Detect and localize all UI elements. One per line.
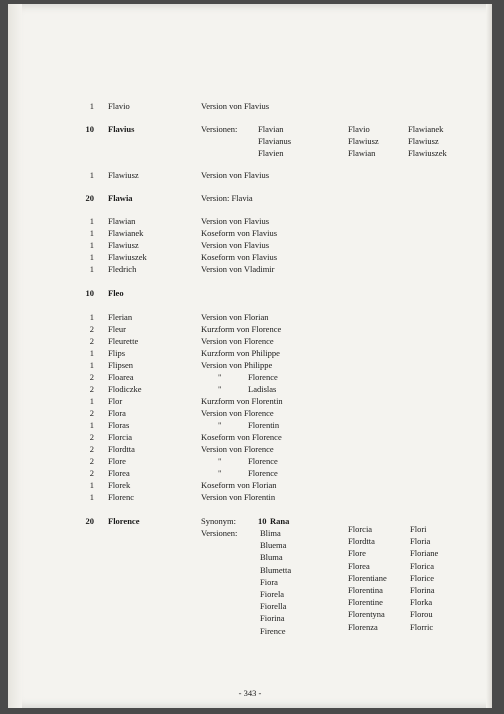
entry-count: 10	[85, 288, 94, 298]
entry-name: Flawian	[108, 216, 136, 226]
variant-name: Floriane	[410, 548, 439, 559]
variant-name: Florric	[410, 621, 434, 632]
variant-name: Flawiusz	[348, 136, 379, 146]
variant-name: Florice	[410, 572, 435, 583]
entry-count: 1	[89, 492, 94, 502]
variant-name: Florentina	[348, 585, 383, 595]
entry-name: Flodiczke	[108, 384, 142, 394]
entry-description: Version von Florentin	[201, 492, 276, 502]
entry-count: 2	[89, 408, 94, 418]
entry-name: Fleur	[108, 324, 126, 334]
variant-name: Florentiane	[348, 572, 387, 583]
entry-description: Version von Vladimir	[201, 264, 275, 274]
variant-name: Florentyna	[348, 609, 385, 620]
variant-name: Flavian	[258, 124, 284, 134]
entry-name: Florenc	[108, 492, 134, 502]
variant-name: Flavianus	[258, 136, 292, 146]
entry-count: 2	[89, 432, 94, 442]
entry-description: Koseform von Flavius	[201, 252, 278, 262]
variant-name: Florou	[410, 609, 433, 620]
entry-reference: Ladislas	[248, 384, 277, 394]
variant-name: Florea	[348, 560, 370, 571]
entry-count: 1	[89, 240, 94, 250]
variant-name: Flore	[348, 548, 366, 559]
variant-name: Fiora	[260, 576, 278, 587]
variant-name: Fiorela	[260, 589, 285, 599]
variant-name: Fiorina	[260, 613, 285, 624]
entry-name: Florea	[108, 468, 130, 478]
entry-description: Version von Philippe	[201, 360, 273, 370]
entry-name: Flavio	[108, 101, 130, 111]
entry-name: Flips	[108, 348, 126, 358]
variant-name: Flavio	[348, 124, 370, 134]
entry-description: Version von Flavius	[201, 101, 269, 111]
entry-count: 20	[85, 516, 94, 526]
variant-name: Bluma	[260, 552, 283, 563]
entry-count: 1	[89, 264, 94, 274]
entry-count: 1	[89, 170, 94, 180]
variant-name: Florina	[410, 585, 435, 595]
entry-name: Flipsen	[108, 360, 134, 370]
entry-count: 2	[89, 468, 94, 478]
versions-label: Versionen:	[201, 528, 238, 538]
entry-reference: Florentin	[248, 420, 280, 430]
entry-description: Koseform von Florence	[201, 432, 282, 442]
entry-name: Florence	[108, 516, 140, 526]
variant-name: Blumetta	[260, 564, 292, 575]
page-edge-shadow	[486, 4, 492, 708]
entry-description: Koseform von Florian	[201, 480, 277, 490]
entry-count: 1	[89, 420, 94, 430]
entry-count: 1	[89, 312, 94, 322]
entry-description: "	[218, 456, 222, 466]
entry-name: Florek	[108, 480, 131, 490]
entry-description: Version: Flavia	[201, 193, 253, 203]
variant-name: Flavien	[258, 148, 284, 158]
entry-name: Flordtta	[108, 444, 135, 454]
entry-count: 1	[89, 216, 94, 226]
document-page	[8, 4, 492, 708]
entry-count: 1	[89, 228, 94, 238]
entry-count: 2	[89, 324, 94, 334]
entry-count: 20	[85, 193, 94, 203]
entry-description: Version von Florence	[201, 444, 274, 454]
page-number: - 343 -	[238, 688, 262, 698]
variant-name: Florentine	[348, 597, 383, 608]
entry-count: 2	[89, 444, 94, 454]
entry-reference: Florence	[248, 372, 278, 382]
entry-description: Koseform von Flavius	[201, 228, 278, 238]
variant-name: Flawiusz	[408, 136, 439, 146]
entry-name: Fleo	[108, 288, 124, 298]
entry-name: Fleurette	[108, 336, 139, 346]
variant-name: Florcia	[348, 524, 373, 534]
entry-reference: Florence	[248, 456, 278, 466]
entry-description: "	[218, 468, 222, 478]
synonym-count: 10	[258, 516, 267, 526]
entry-description: Version von Florence	[201, 408, 274, 418]
entry-count: 10	[85, 124, 94, 134]
entry-description: Version von Flavius	[201, 216, 269, 226]
entry-description: Kurzform von Florentin	[201, 396, 283, 406]
entry-name: Florcia	[108, 432, 133, 442]
entry-description: Version von Flavius	[201, 240, 269, 250]
entry-count: 2	[89, 372, 94, 382]
entry-description: Version von Florian	[201, 312, 269, 322]
variant-name: Firence	[260, 625, 286, 636]
entry-name: Flawiusz	[108, 240, 139, 250]
variant-name: Flawiuszek	[408, 148, 447, 158]
entry-name: Flore	[108, 456, 126, 466]
entry-description: Kurzform von Florence	[201, 324, 282, 334]
entry-name: Floarea	[108, 372, 134, 382]
entry-reference: Florence	[248, 468, 278, 478]
variant-name: Flori	[410, 524, 427, 534]
variant-name: Flordtta	[348, 536, 375, 547]
entry-description: Version von Flavius	[201, 170, 269, 180]
entry-count: 2	[89, 336, 94, 346]
entry-name: Fledrich	[108, 264, 137, 274]
entry-description: "	[218, 372, 222, 382]
entry-name: Flawianek	[108, 228, 144, 238]
entry-name: Flora	[108, 408, 126, 418]
page-gutter-shadow	[8, 4, 22, 708]
variant-name: Florenza	[348, 621, 378, 632]
entry-name: Flawiuszek	[108, 252, 147, 262]
variant-name: Blima	[260, 528, 281, 538]
entry-count: 2	[89, 456, 94, 466]
entry-count: 1	[89, 360, 94, 370]
variant-name: Florka	[410, 597, 433, 608]
entry-name: Floras	[108, 420, 130, 430]
entry-name: Flawia	[108, 193, 133, 203]
entry-description: "	[218, 384, 222, 394]
entry-count: 2	[89, 384, 94, 394]
entry-description: Kurzform von Philippe	[201, 348, 280, 358]
entry-count: 1	[89, 101, 94, 111]
variant-name: Florica	[410, 560, 435, 571]
variant-name: Bluema	[260, 540, 287, 551]
entry-description: Synonym:	[201, 516, 236, 526]
entry-count: 1	[89, 348, 94, 358]
entry-count: 1	[89, 480, 94, 490]
entry-name: Flawiusz	[108, 170, 139, 180]
variant-name: Flawian	[348, 148, 376, 158]
entry-description: Version von Florence	[201, 336, 274, 346]
entry-name: Flor	[108, 396, 123, 406]
entry-description: "	[218, 420, 222, 430]
variant-name: Fiorella	[260, 601, 287, 612]
variant-name: Floria	[410, 536, 431, 547]
variant-name: Flawianek	[408, 124, 444, 134]
entry-count: 1	[89, 396, 94, 406]
entry-name: Flerian	[108, 312, 133, 322]
entry-count: 1	[89, 252, 94, 262]
synonym-name: Rana	[270, 516, 290, 526]
entry-name: Flavius	[108, 124, 135, 134]
entry-description: Versionen:	[201, 124, 238, 134]
